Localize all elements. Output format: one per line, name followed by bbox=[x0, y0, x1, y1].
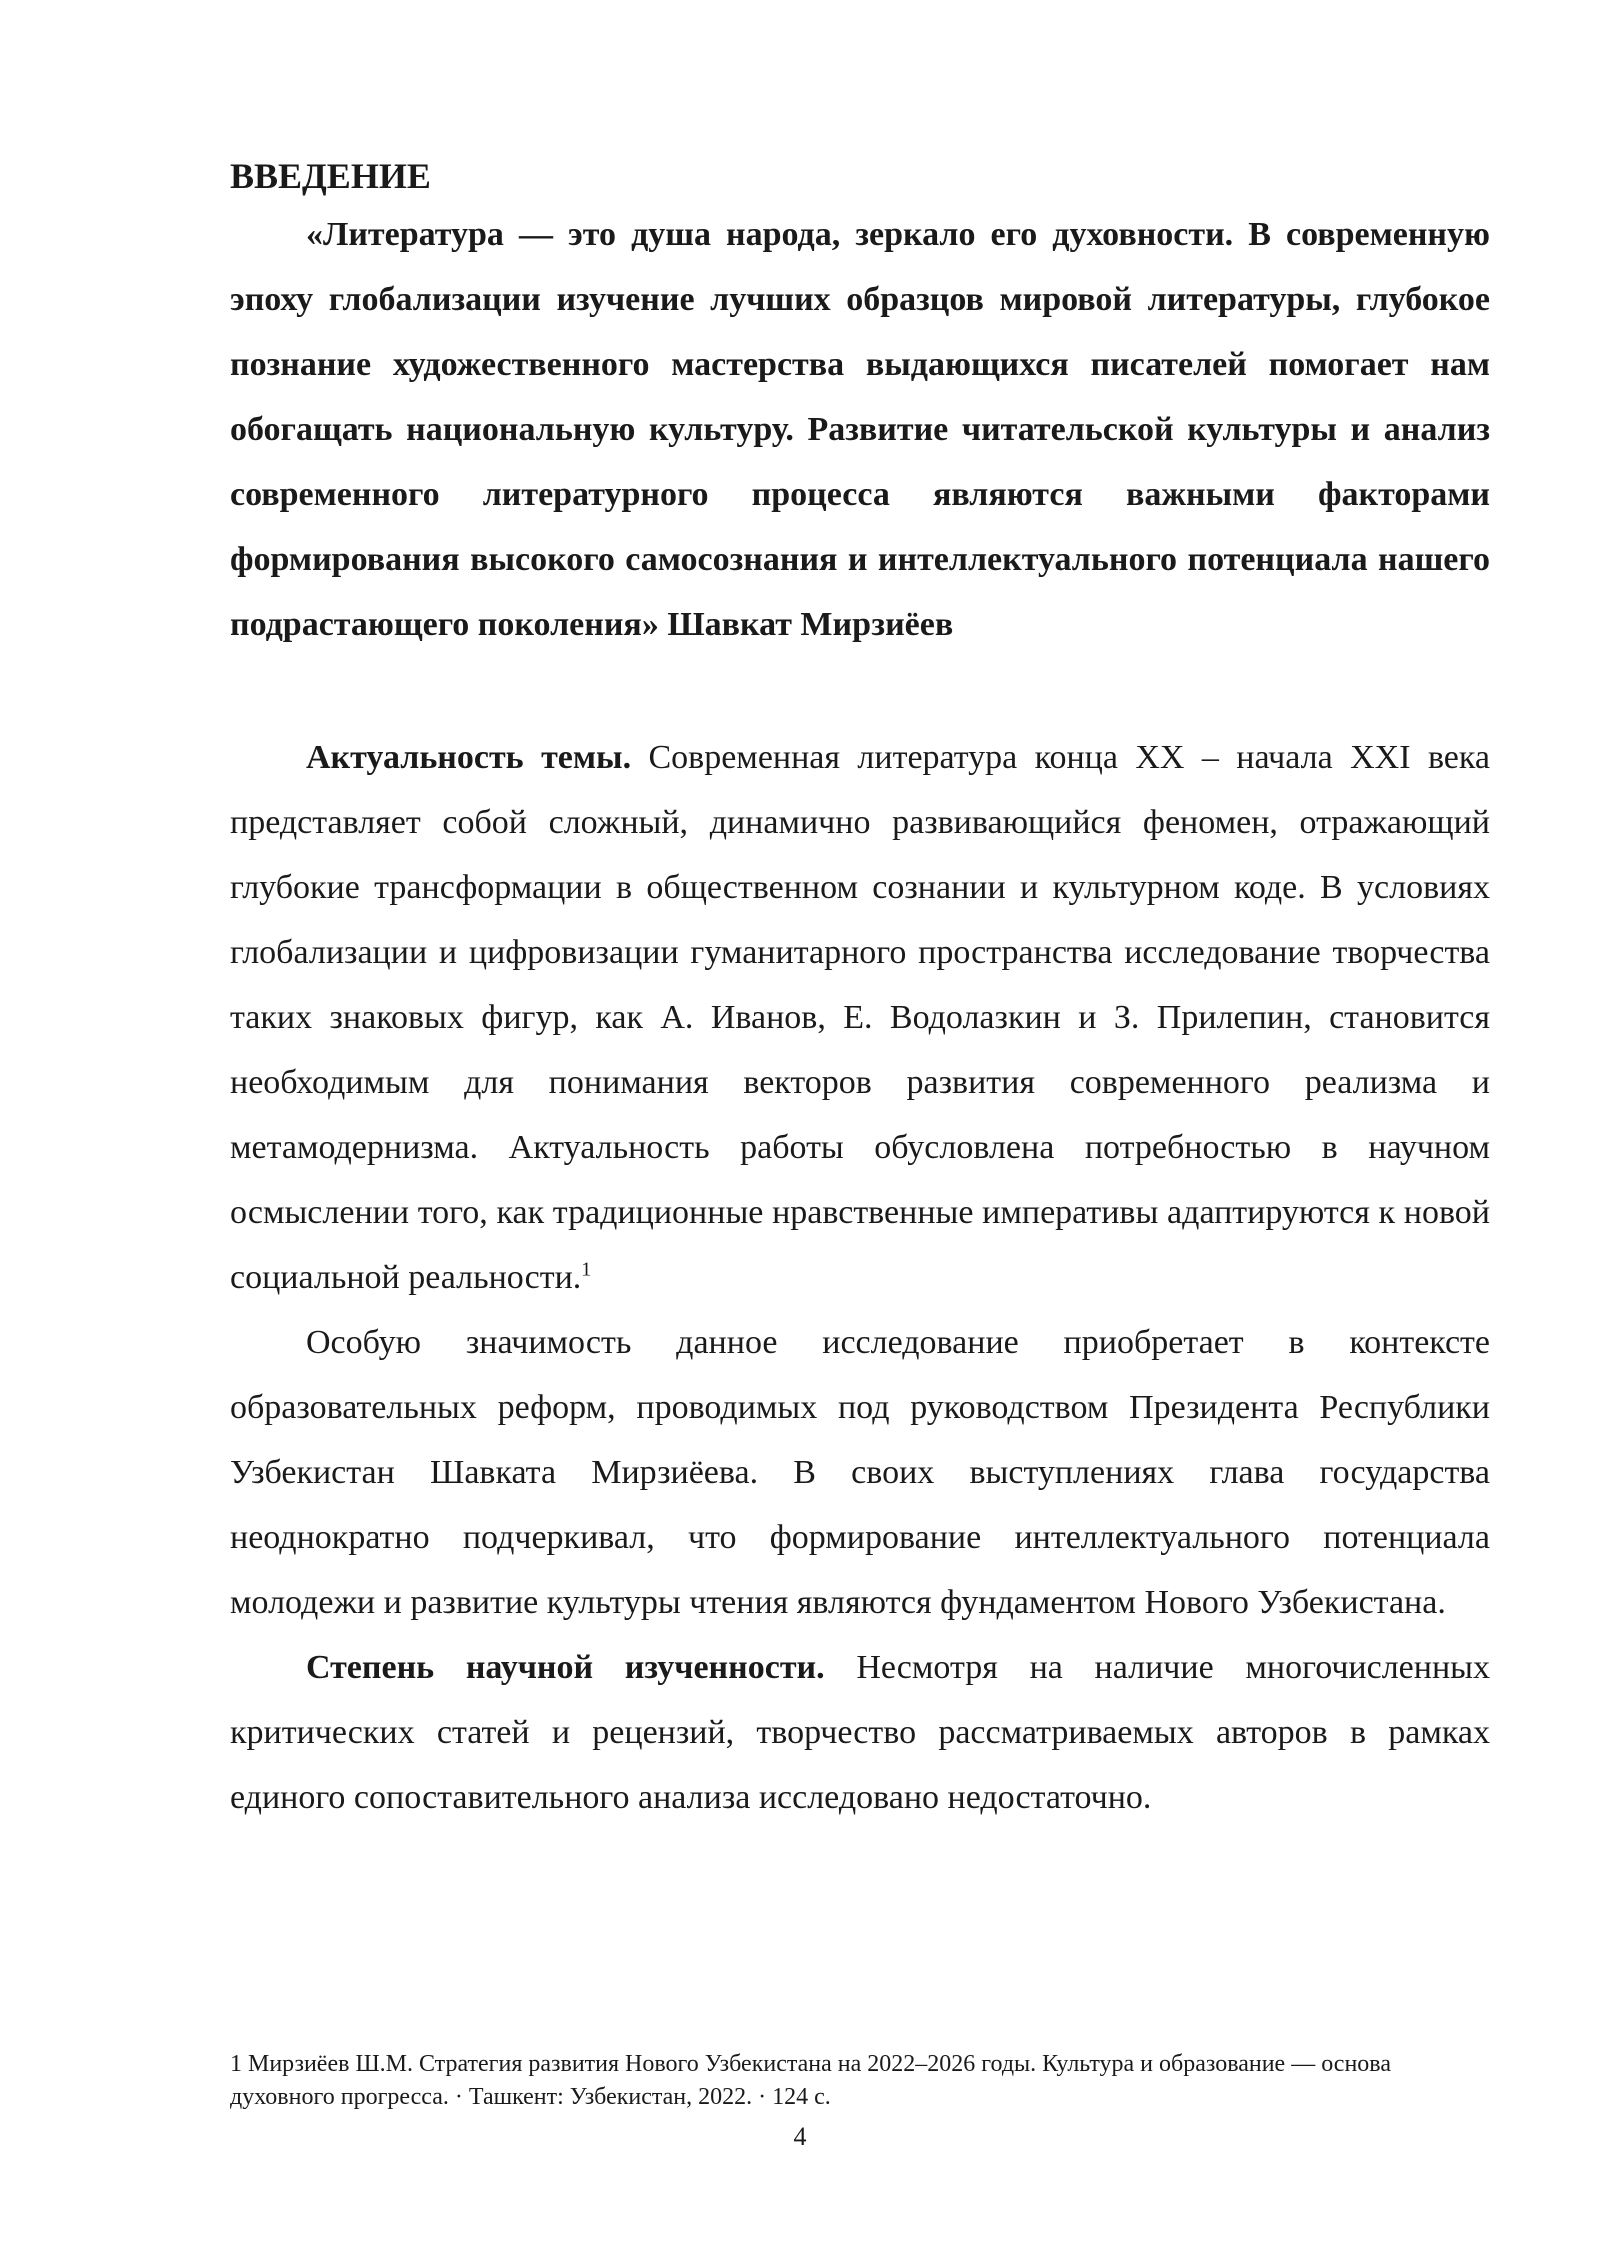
document-body bbox=[230, 150, 1490, 1830]
page-number: 4 bbox=[793, 2122, 807, 2151]
study-degree-text: Несмотря на наличие многочисленных критических статей и рецензий, творчество рассматриваемых авторов в рамках единого сопоставительного анализа исследовано недостаточно. bbox=[230, 1649, 1490, 1816]
footnote-text: Мирзиёев Ш.М. Стратегия развития Нового Узбекистана на 2022–2026 годы. Культура и образование — основа духовного прогресса. · Ташкент: Узбекистан, 2022. · 124 с. bbox=[230, 2051, 1391, 2110]
study-degree-paragraph bbox=[230, 1635, 1490, 1830]
significance-paragraph: Особую значимость данное исследование приобретает в контексте образовательных реформ, проводимых под руководством Президента Республики Узбекистан Шавката Мирзиёева. В своих выступлениях глава государства неоднократно подчеркивал, что формирование интеллектуального потенциала молодежи и развитие культуры чтения являются фундаментом Нового Узбекистана. bbox=[230, 1324, 1490, 1621]
study-degree-title: Степень научной изученности. bbox=[306, 1649, 825, 1686]
epigraph-quote: «Литература — это душа народа, зеркало его духовности. В современную эпоху глобализации изучение лучших образцов мировой литературы, глубокое познание художественного мастерства выдающихся писателей помогает нам обогащать национальную культуру. Развитие читательской культуры и анализ современного литературного процесса являются важными факторами формирования высокого самосознания и интеллектуального потенциала нашего подрастающего поколения» Шавкат Мирзиёев bbox=[230, 216, 1490, 643]
spacer bbox=[230, 657, 1490, 725]
footnote-reference[interactable]: 1 bbox=[581, 1258, 592, 1281]
relevance-paragraph bbox=[230, 725, 1490, 1310]
footnote bbox=[230, 2048, 1490, 2114]
relevance-title: Актуальность темы. bbox=[306, 739, 632, 776]
section-heading: ВВЕДЕНИЕ bbox=[230, 156, 431, 196]
relevance-text: Современная литература конца XX – начала XXI века представляет собой сложный, динамично развивающийся феномен, отражающий глубокие трансформации в общественном сознании и культурном коде. В условиях глобализации и цифровизации гуманитарного пространства исследование творчества таких знаковых фигур, как А. Иванов, Е. Водолазкин и З. Прилепин, становится необходимым для понимания векторов развития современного реализма и метамодернизма. Актуальность работы обусловлена потребностью в научном осмыслении того, как традиционные нравственные императивы адаптируются к новой социальной реальности. bbox=[230, 739, 1490, 1296]
footnote-number: 1 bbox=[230, 2051, 242, 2077]
